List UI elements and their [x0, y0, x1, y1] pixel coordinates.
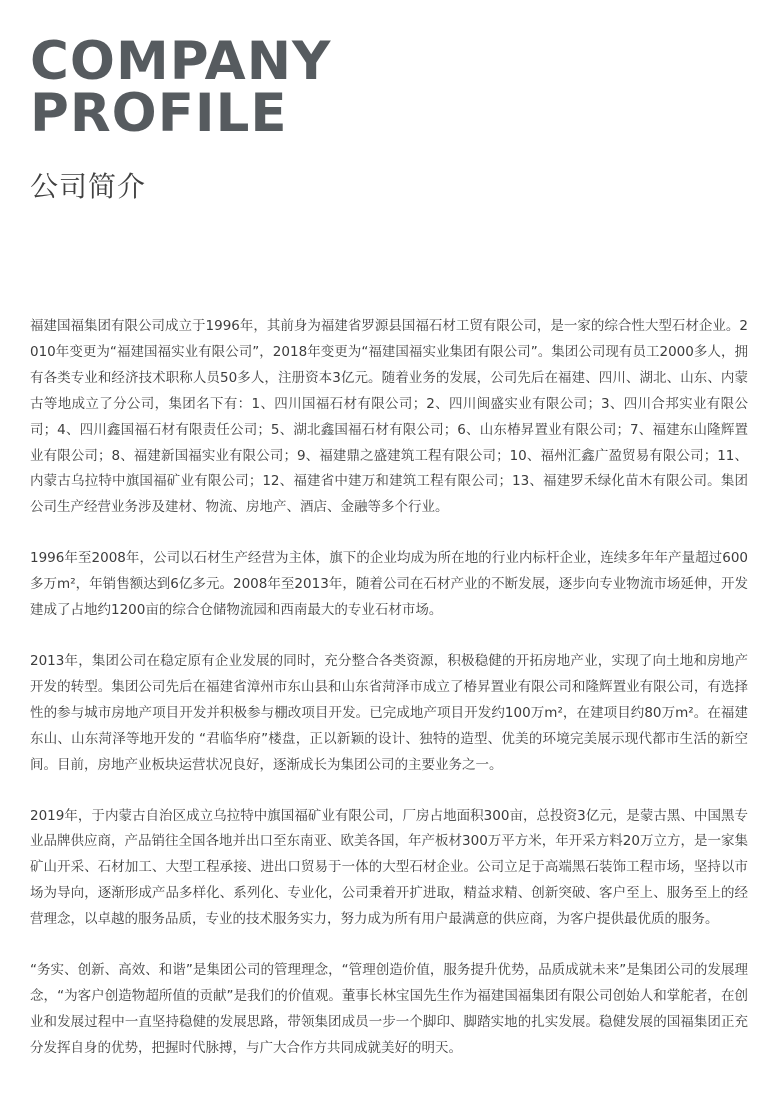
title-block — [30, 31, 730, 204]
paragraph-real-estate: 2013年，集团公司在稳定原有企业发展的同时，充分整合各类资源，积极稳健的开拓房地产业，实现了向土地和房地产开发的转型。集团公司先后在福建省漳州市东山县和山东省菏泽市成立了椿昇置业有限公司和隆辉置业有限公司，有选择性的参与城市房地产项目开发并积极参与棚改项目开发。已完成地产项目开发约100万m²，在建项目约80万m²。在福建东山、山东菏泽等地开发的 “君临华府”楼盘，正以新颖的设计、独特的造型、优美的环境完美展示现代都市生活的新空间。目前，房地产业板块运营状况良好，逐渐成长为集团公司的主要业务之一。 — [30, 652, 748, 773]
profile-body — [30, 314, 748, 1087]
paragraph-stone-business: 1996年至2008年，公司以石材生产经营为主体，旗下的企业均成为所在地的行业内标杆企业，连续多年年产量超过600多万m²，年销售额达到6亿多元。2008年至2013年，随着公司在石材产业的不断发展，逐步向专业物流市场延伸，开发建成了占地约1200亩的综合仓储物流园和西南最大的专业石材市场。 — [30, 550, 748, 619]
title-english-line-2: PROFILE — [30, 83, 288, 144]
title-chinese: 公司简介 — [30, 170, 147, 203]
paragraph-company-overview: 福建国福集团有限公司成立于1996年，其前身为福建省罗源县国福石材工贸有限公司，是一家的综合性大型石材企业。2010年变更为“福建国福实业有限公司”，2018年变更为“福建国福实业集团有限公司”。集团公司现有员工2000多人，拥有各类专业和经济技术职称人员50多人，注册资本3亿元。随着业务的发展，公司先后在福建、四川、湖北、山东、内蒙古等地成立了分公司，集团名下有：1、四川国福石材有限公司；2、四川闽盛实业有限公司；3、四川合邦实业有限公司；4、四川鑫国福石材有限责任公司；5、湖北鑫国福石材有限公司；6、山东椿昇置业有限公司；7、福建东山隆辉置业有限公司；8、福建新国福实业有限公司；9、福建鼎之盛建筑工程有限公司；10、福州汇鑫广盈贸易有限公司；11、内蒙古乌拉特中旗国福矿业有限公司；12、福建省中建万和建筑工程有限公司；13、福建罗禾绿化苗木有限公司。集团公司生产经营业务涉及建材、物流、房地产、酒店、金融等多个行业。 — [30, 318, 748, 516]
paragraph-philosophy: “务实、创新、高效、和谐”是集团公司的管理理念，“管理创造价值，服务提升优势，品质成就未来”是集团公司的发展理念，“为客户创造物超所值的贡献”是我们的价值观。董事长林宝国先生作为福建国福集团有限公司创始人和掌舵者，在创业和发展过程中一直坚持稳健的发展思路，带领集团成员一步一个脚印、脚踏实地的扎实发展。稳健发展的国福集团正充分发挥自身的优势，把握时代脉搏，与广大合作方共同成就美好的明天。 — [30, 962, 748, 1056]
title-english-line-1: COMPANY — [30, 31, 332, 92]
paragraph-mining: 2019年，于内蒙古自治区成立乌拉特中旗国福矿业有限公司，厂房占地面积300亩，总投资3亿元，是蒙古黑、中国黑专业品牌供应商，产品销往全国各地并出口至东南亚、欧美各国，年产板材300万平方米，年开采方料20万立方，是一家集矿山开采、石材加工、大型工程承接、进出口贸易于一体的大型石材企业。公司立足于高端黑石装饰工程市场，坚持以市场为导向，逐渐形成产品多样化、系列化、专业化，公司秉着开扩进取，精益求精、创新突破、客户至上、服务至上的经营理念，以卓越的服务品质，专业的技术服务实力，努力成为所有用户最满意的供应商，为客户提供最优质的服务。 — [30, 807, 748, 928]
